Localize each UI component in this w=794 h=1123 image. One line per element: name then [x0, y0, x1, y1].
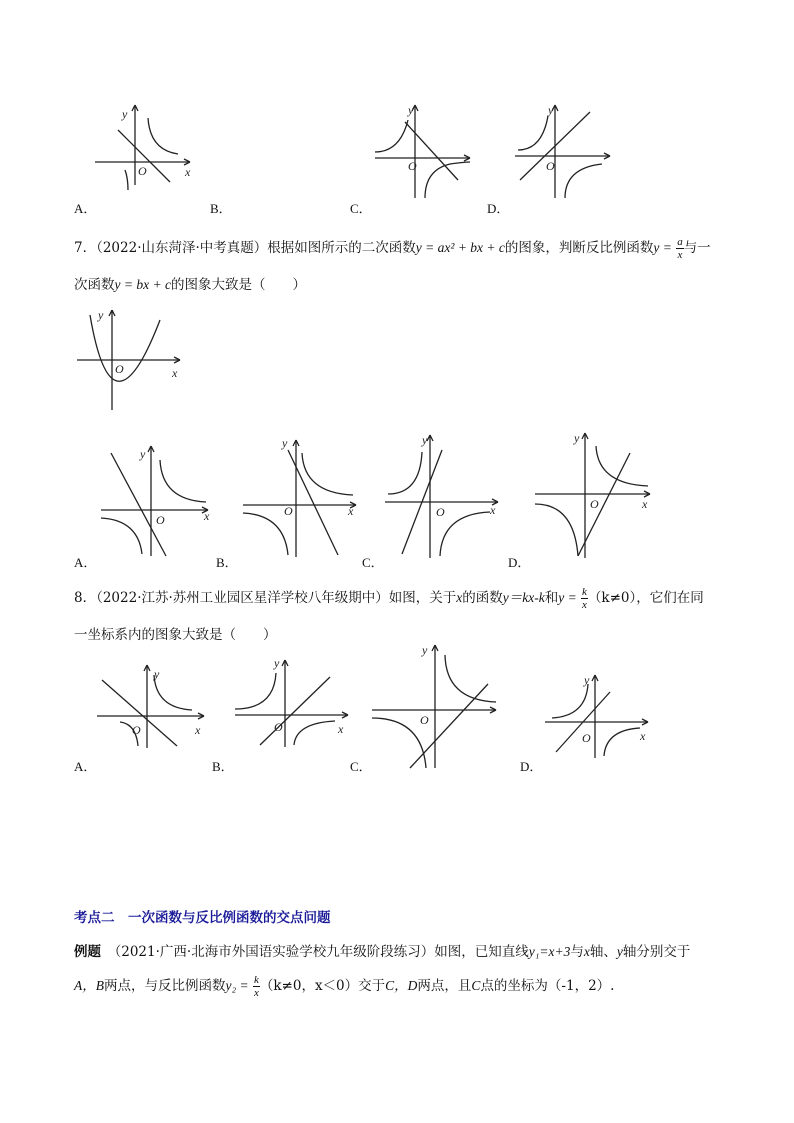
- frac-num: k: [253, 974, 259, 986]
- example-text: 两点，且: [417, 978, 472, 994]
- frac-den: x: [253, 987, 259, 999]
- origin-label: O: [115, 362, 124, 376]
- q8-text: 一坐标系内的图象大致是（ ）: [74, 627, 277, 643]
- frac-num: k: [582, 586, 587, 598]
- q7-option-b[interactable]: B．: [216, 555, 238, 570]
- axis-x-label: x: [204, 509, 210, 523]
- frac-den: x: [582, 599, 587, 611]
- q8-text: 的函数: [462, 590, 503, 606]
- example-line-2: [74, 974, 614, 999]
- example-y1: y₁=x+3: [528, 944, 571, 959]
- q8-linear: y＝kx-k: [502, 590, 545, 605]
- q6-graph-a: [90, 100, 210, 190]
- axis-y-label: y: [140, 447, 146, 461]
- q7-text: 的图象大致是（ ）: [170, 277, 306, 293]
- q7-line-1: [74, 236, 711, 261]
- q7-option-d[interactable]: D．: [508, 555, 531, 570]
- example-text: 点的坐标为（-1，2）.: [480, 978, 615, 994]
- origin-label: O: [582, 731, 591, 745]
- q6-graph-c: [370, 100, 480, 200]
- axis-x-label: x: [195, 723, 201, 737]
- axis-y-label: y: [282, 436, 288, 450]
- q6-option-c[interactable]: C．: [350, 201, 372, 216]
- q8-graph-a: [92, 660, 212, 750]
- example-var: x: [583, 944, 590, 959]
- origin-label: O: [284, 504, 293, 518]
- q7-quadratic: y = ax² + bx + c: [415, 240, 505, 255]
- q7-inverse-lhs: y =: [653, 240, 672, 255]
- axis-x-label: x: [640, 729, 646, 743]
- axis-x-label: x: [338, 722, 344, 736]
- q8-graph-d: [540, 670, 655, 760]
- axis-y-label: y: [574, 431, 580, 445]
- q6-option-b[interactable]: B．: [210, 201, 232, 216]
- q7-graph-d: [530, 428, 660, 560]
- axis-y-label: y: [548, 103, 554, 117]
- example-label: 例题: [74, 944, 101, 960]
- axis-y-label: y: [98, 308, 104, 322]
- q8-line-2: [74, 623, 277, 643]
- q8-inverse-fraction: [581, 586, 588, 611]
- q7-inverse-fraction: [676, 236, 684, 261]
- axis-x-label: x: [348, 504, 354, 518]
- q8-inverse-lhs: y =: [558, 590, 577, 605]
- example-y2-fraction: [253, 974, 260, 999]
- q8-var: x: [456, 590, 463, 605]
- axis-y-label: y: [274, 656, 280, 670]
- q8-option-c[interactable]: C．: [350, 759, 372, 774]
- q7-graph-c: [380, 430, 505, 560]
- example-var: y: [616, 944, 623, 959]
- q7-source: （2022·山东菏泽·中考真题）: [96, 240, 268, 256]
- q7-parabola-figure: [72, 305, 192, 415]
- example-line-1: [74, 940, 690, 960]
- q7-option-a[interactable]: A．: [74, 555, 97, 570]
- axis-x-label: x: [185, 165, 191, 179]
- origin-label: O: [274, 720, 283, 734]
- example-y2-lhs: y₂ =: [225, 978, 249, 993]
- q6-option-d[interactable]: D．: [487, 201, 510, 216]
- q8-text: （k≠0），它们在同: [587, 590, 704, 606]
- frac-num: a: [677, 236, 683, 248]
- q7-text: 与一: [683, 240, 711, 256]
- example-text: 轴、: [589, 944, 617, 960]
- q7-text: 次函数: [74, 277, 115, 293]
- q8-text: 如图，关于: [388, 590, 457, 606]
- q6-option-a[interactable]: A．: [74, 201, 97, 216]
- axis-y-label: y: [122, 107, 128, 121]
- q8-graph-c: [370, 640, 500, 770]
- section-heading: 考点二 一次函数与反比例函数的交点问题: [74, 910, 331, 926]
- frac-den: x: [677, 249, 683, 261]
- example-point: C: [471, 978, 481, 993]
- example-text: 轴分别交于: [622, 944, 691, 960]
- q8-option-d[interactable]: D．: [520, 759, 543, 774]
- origin-label: O: [132, 723, 141, 737]
- axis-y-label: y: [584, 673, 590, 687]
- origin-label: O: [590, 497, 599, 511]
- origin-label: O: [138, 164, 147, 178]
- axis-y-label: y: [422, 643, 428, 657]
- q7-text: 根据如图所示的二次函数: [267, 240, 416, 256]
- example-points: A，B: [74, 978, 104, 993]
- axis-x-label: x: [642, 497, 648, 511]
- example-source: （2021·广西·北海市外国语实验学校九年级阶段练习）: [114, 944, 435, 960]
- q8-option-a[interactable]: A．: [74, 759, 97, 774]
- q7-text: 的图象，判断反比例函数: [504, 240, 654, 256]
- origin-label: O: [408, 159, 417, 173]
- axis-y-label: y: [408, 103, 414, 117]
- example-text: 两点，与反比例函数: [104, 978, 226, 994]
- q8-graph-b: [230, 655, 355, 750]
- q6-graph-d: [510, 100, 620, 200]
- q8-number: 8．: [74, 590, 97, 606]
- q8-line-1: [74, 586, 704, 611]
- q7-linear: y = bx + c: [114, 277, 171, 292]
- q7-graph-a: [96, 438, 216, 558]
- axis-x-label: x: [490, 503, 496, 517]
- q8-source: （2022·江苏·苏州工业园区星洋学校八年级期中）: [96, 590, 389, 606]
- q8-option-b[interactable]: B．: [212, 759, 234, 774]
- q7-number: 7．: [74, 240, 97, 256]
- origin-label: O: [420, 713, 429, 727]
- example-text: 如图，已知直线: [434, 944, 529, 960]
- axis-y-label: y: [422, 433, 428, 447]
- example-text: 与: [570, 944, 584, 960]
- q7-line-2: [74, 273, 306, 293]
- q7-option-c[interactable]: C．: [362, 555, 384, 570]
- axis-x-label: x: [172, 366, 178, 380]
- origin-label: O: [436, 505, 445, 519]
- origin-label: O: [156, 513, 165, 527]
- axis-y-label: y: [154, 667, 160, 681]
- origin-label: O: [546, 159, 555, 173]
- example-points: C，D: [385, 978, 418, 993]
- q7-graph-b: [238, 435, 363, 560]
- q8-text: 和: [544, 590, 559, 606]
- example-text: （k≠0，x＜0）交于: [259, 978, 386, 994]
